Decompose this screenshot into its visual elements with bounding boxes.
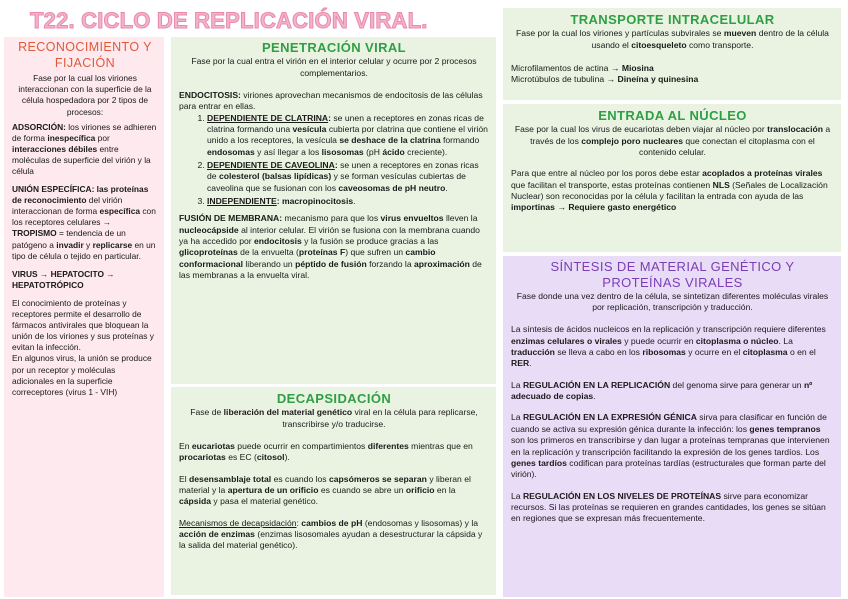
desensamblaje-paragraph: El desensamblaje total es cuando los capsómeros se separan y liberan el material y la apertura de un orificio es cuando se abre un orificio en la cápsida y pasa el material genético. (179, 473, 471, 507)
section-transporte (503, 8, 841, 100)
tubulina-line: Microtúbulos de tubulina → Dineína y quinesina (511, 74, 699, 85)
list-item: 1. DEPENDIENTE DE CLATRINA: se unen a receptores en zonas ricas de clatrina formando una vesícula cubierta por clatrina que contiene el virión unido a los receptores, la vesícula se deshace de la clatrina formando endosomas y así llegar a los lisosomas (pH ácido creciente). (207, 113, 489, 158)
section-description: Fase por la cual entra el virión en el interior celular y ocurre por 2 procesos complementarios. (191, 56, 477, 78)
section-description: Fase por la cual los virus de eucariotas deben viajar al núcleo por translocación a través de los complejo poro nucleares que conectan el citoplasma con el contenido celular. (514, 124, 831, 157)
regulacion-proteinas-paragraph: La REGULACIÓN EN LOS NIVELES DE PROTEÍNAS sirve para economizar recursos. Si las proteínas se requieren en grandes cantidades, los genes se sitúan en regiones que se expresan más frecuentemente. (511, 490, 826, 524)
page-title: T22. CICLO DE REPLICACIÓN VIRAL. (30, 8, 428, 33)
conocimiento-paragraph: El conocimiento de proteínas y receptores permite el desarrollo de fármacos antivirales que bloquean la unión de los viriones y sus proteínas y evitan la infección. (12, 297, 154, 353)
nls-paragraph: Para que entre al núcleo por los poros debe estar acoplados a proteínas virales que facilitan el transporte, estas proteínas contienen NLS (Señales de Localización Nuclear) son reconocidas por la célula y facilitan la entrada con ayuda de las importinas → Requiere gasto energético (511, 168, 828, 213)
correceptores-paragraph: En algunos virus, la unión se produce por un receptor y moléculas adicionales en la superficie correceptores (virus 1 - VIH) (12, 353, 152, 397)
section-decapsidacion (171, 387, 496, 595)
eucariotas-paragraph: En eucariotas puede ocurrir en compartimientos diferentes mientras que en procariotas es EC (citosol). (179, 440, 473, 463)
sintesis-acidos-paragraph: La síntesis de ácidos nucleicos en la replicación y transcripción requiere diferentes enzimas celulares o virales y puede ocurrir en citoplasma o núcleo. La traducción se lleva a cabo en los ribosomas y ocurre en el citoplasma o en el RER. (511, 324, 826, 369)
virus-hepatotropico: VIRUS → HEPATOCITO → HEPATOTRÓPICO (12, 268, 115, 290)
endocitosis-list (179, 113, 489, 208)
regulacion-replicacion-paragraph: La REGULACIÓN EN LA REPLICACIÓN del genoma sirve para generar un nº adecuado de copias. (511, 379, 813, 402)
fusion-membrana-paragraph: FUSIÓN DE MEMBRANA: mecanismo para que los virus envueltos lleven la nucleocápside al interior celular. El virión se fusiona con la membrana cuando ya ha accedido por endocitosis y la fusión se produce gracias a las glicoproteínas de la envuelta (proteínas F) que sufren un cambio conformacional liberando un péptido de fusión forzando la aproximación de las membranas a la envuelta viral. (179, 213, 482, 280)
union-especifica-paragraph: UNIÓN ESPECÍFICA: las proteínas de reconocimiento del virión interaccionan de forma específica con los receptores celulares → TROPISMO = tendencia de un patógeno a invadir y replicarse en un tipo de célula o tejido en particular. (12, 184, 156, 261)
section-title: DECAPSIDACIÓN (276, 391, 392, 406)
list-item: 2. DEPENDIENTE DE CAVEOLINA: se unen a receptores en zonas ricas de colesterol (balsas lipídicas) y se forman vesículas cubiertas de caveolina que se fusionan con los caveosomas de pH neutro. (207, 160, 489, 194)
section-description: Fase por la cual los viriones interaccionan con la superficie de la célula hospedadora por 2 tipos de procesos: (18, 73, 152, 117)
section-penetracion (171, 37, 496, 384)
endocitosis-paragraph: ENDOCITOSIS: viriones aprovechan mecanismos de endocitosis de las células para entrar en ellas. (179, 89, 483, 112)
section-description: Fase de liberación del material genético viral en la célula para replicarse, transcribirse y/o traducirse. (190, 407, 478, 429)
adsorcion-paragraph: ADSORCIÓN: los viriones se adhieren de forma inespecífica por interacciones débiles entre moléculas de superficie del virión y la célula (12, 121, 157, 176)
mecanismos-paragraph: Mecanismos de decapsidación: cambios de pH (endosomas y lisosomas) y la acción de enzimas (enzimas lisosomales ayudan a desestructurar la cápsida y la salida del material genético). (179, 517, 483, 551)
section-title: ENTRADA AL NÚCLEO (598, 108, 747, 123)
list-item: 3. INDEPENDIENTE: macropinocitosis. (207, 196, 489, 207)
actina-line: Microfilamentos de actina → Miosina (511, 62, 654, 73)
section-entrada-nucleo (503, 104, 841, 252)
regulacion-expresion-paragraph: La REGULACIÓN EN LA EXPRESIÓN GÉNICA sirva para clasificar en función de cuando se activa su expresión génica durante la infección: los genes tempranos son los primeros en transcribirse y dan lugar a proteínas tempranas que intervienen en la replicación y transcripción facilitando la expresión de los genes tardíos. Los genes tardíos codifican para proteínas tardías (estructurales que forman parte del virión). (511, 412, 830, 480)
section-description: Fase por la cual los viriones y partículas subvirales se mueven dentro de la célula usando el citoesqueleto como transporte. (516, 28, 829, 50)
section-title: TRANSPORTE INTRACELULAR (570, 12, 775, 27)
section-title: SÍNTESIS DE MATERIAL GENÉTICO Y PROTEÍNAS VIRALES (550, 259, 795, 290)
section-title: RECONOCIMIENTO Y FIJACIÓN (18, 40, 152, 70)
section-reconocimiento (4, 37, 164, 597)
section-title: PENETRACIÓN VIRAL (261, 40, 407, 55)
section-sintesis (503, 256, 841, 597)
section-description: Fase donde una vez dentro de la célula, se sintetizan diferentes moléculas virales por replicación, transcripción y traducción. (516, 290, 829, 313)
